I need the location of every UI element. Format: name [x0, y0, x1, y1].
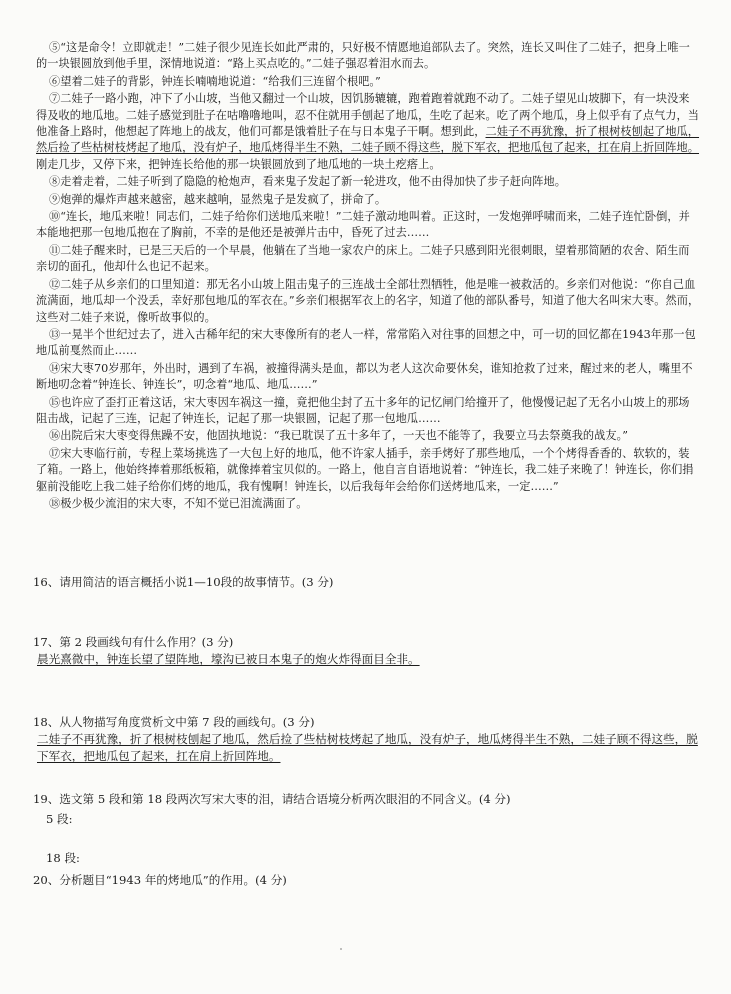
question-18-quoted-sentence: 二娃子不再犹豫，折了根树枝刨起了地瓜，然后捡了些枯树枝烤起了地瓜，没有炉子，地瓜烤得半生不熟，二娃子顾不得这些，脱下军衣，把地瓜包了起来，扛在肩上折回阵地。 [37, 732, 698, 763]
paragraph-11: ⑪二娃子醒来时，已是三天后的一个早晨，他躺在了当地一家农户的床上。二娃子只感到阳光很刺眼，望着那简陋的农舍、陌生而亲切的面孔，他却什么也记不起来。 [36, 243, 690, 274]
paragraph-6: ⑥望着二娃子的背影，钟连长喃喃地说道：“给我们三连留个根吧。” [49, 74, 381, 88]
question-16: 16、请用简洁的语言概括小说1—10段的故事情节。(3 分) [33, 575, 334, 589]
paragraph-15: ⑮也许应了歪打正着这话，宋大枣因车祸这一撞，竟把他尘封了五十多年的记忆闸门给撞开了，他慢慢记起了无名小山坡上的那场阻击战，记起了三连，记起了钟连长，记起了那一块银圆，记起了那一包地瓜…… [36, 395, 690, 425]
paragraph-16: ⑯出院后宋大枣变得焦躁不安，他固执地说：“我已耽误了五十多年了，一天也不能等了，我要立马去祭奠我的战友。” [49, 429, 629, 443]
scan-speck [340, 948, 342, 950]
paragraph-9: ⑨炮弹的爆炸声越来越密，越来越响，显然鬼子是发疯了，拼命了。 [49, 192, 387, 206]
question-17-quoted-sentence: 晨光熹微中，钟连长望了望阵地，壕沟已被日本鬼子的炮火炸得面目全非。 [37, 652, 420, 666]
paragraph-17: ⑰宋大枣临行前，专程上菜场挑选了一大包上好的地瓜，他不许家人插手，亲手烤好了那些地瓜，一个个烤得香香的、软软的，装了箱。一路上，他始终捧着那纸板箱，就像捧着宝贝似的。一路上，他自言自语地说着：“钟连长，我二娃子来晚了！钟连长，你们捐躯前没能吃上我二娃子给你们烤的地瓜，我有愧啊！钟连长，以后我每年会给你们送烤地瓜来，一定……” [36, 446, 694, 493]
paragraph-13: ⑬一晃半个世纪过去了，进入古稀年纪的宋大枣像所有的老人一样，常常陷入对往事的回想之中，可一切的回忆都在1943年那一包地瓜前戛然而止…… [36, 327, 696, 358]
question-19-part-5: 5 段: [46, 812, 73, 826]
paragraph-10: ⑩“连长，地瓜来啦！同志们，二娃子给你们送地瓜来啦！”二娃子激动地叫着。正这时，一发炮弹呼啸而来，二娃子连忙卧倒，并本能地把那一包地瓜抱在了胸前，不幸的是他还是被弹片击中，昏死了过去…… [36, 210, 690, 240]
paragraph-7 [36, 91, 700, 173]
paragraph-8: ⑧走着走着，二娃子听到了隐隐的枪炮声，看来鬼子发起了新一轮进攻，他不由得加快了步子赶向阵地。 [49, 175, 566, 189]
question-17 [33, 634, 703, 668]
paragraph-12: ⑫二娃子从乡亲们的口里知道：那无名小山坡上阻击鬼子的三连战士全部壮烈牺牲，他是唯一被救活的。乡亲们对他说：“你自己血流满面，地瓜却一个没丢，幸好那包地瓜的军衣在。”乡亲们根据军衣上的名字，知道了他的部队番号，知道了他大名叫宋大枣。然而，这些对二娃子来说，像听故事似的。 [36, 277, 700, 324]
story-passage [36, 40, 700, 513]
question-17-prompt: 17、第 2 段画线句有什么作用？(3 分) [33, 635, 234, 649]
question-20: 20、分析题目“1943 年的烤地瓜”的作用。(4 分) [33, 873, 287, 887]
paragraph-14: ⑭宋大枣70岁那年，外出时，遇到了车祸，被撞得满头是血，都以为老人这次命要休矣，谁知抢救了过来，醒过来的老人，嘴里不断地叨念着“钟连长、钟连长”，叨念着“地瓜、地瓜……” [36, 361, 693, 392]
paragraph-5: ⑤“这是命令！立即就走！”二娃子很少见连长如此严肃的，只好极不情愿地追部队去了。突然，连长又叫住了二娃子，把身上唯一的一块银圆放到他手里，深情地说道：“路上买点吃的。”二娃子强忍着泪水而去。 [36, 41, 690, 71]
question-18 [33, 714, 703, 765]
paragraph-7-underlined-sentence: 二娃子不再犹豫，折了根树枝刨起了地瓜，然后捡了些枯树枝烤起了地瓜，没有炉子，地瓜烤得半生不熟，二娃子顾不得这些，脱下军衣，把地瓜包了起来，扛在肩上折回阵地。 [36, 125, 700, 155]
question-18-prompt: 18、从人物描写角度赏析文中第 7 段的画线句。(3 分) [33, 715, 315, 729]
question-19: 19、选文第 5 段和第 18 段两次写宋大枣的泪，请结合语境分析两次眼泪的不同含义。(4 分) [33, 792, 511, 806]
paragraph-7-text: ⑦二娃子一路小跑，冲下了小山坡，当他又翻过一个山坡，因饥肠辘辘，跑着跑着就跑不动了。二娃子望见山坡脚下，有一块没来得及收的地瓜地。二娃子感觉到肚子在咕噜噜地叫，忍不住就用手刨起了地瓜，生吃了起来。吃了两个地瓜，身上似乎有了点气力，当他准备上路时，他想起了阵地上的战友，他们可都是饿着肚子在与日本鬼子干啊。想到此， [36, 92, 700, 139]
paragraph-7-tail: 刚走几步，又停下来，把钟连长给他的那一块银圆放到了地瓜地的一块土疙瘩上。 [36, 157, 441, 171]
paragraph-18: ⑱极少极少流泪的宋大枣，不知不觉已泪流满面了。 [49, 496, 308, 510]
question-19-part-18: 18 段: [46, 851, 80, 865]
